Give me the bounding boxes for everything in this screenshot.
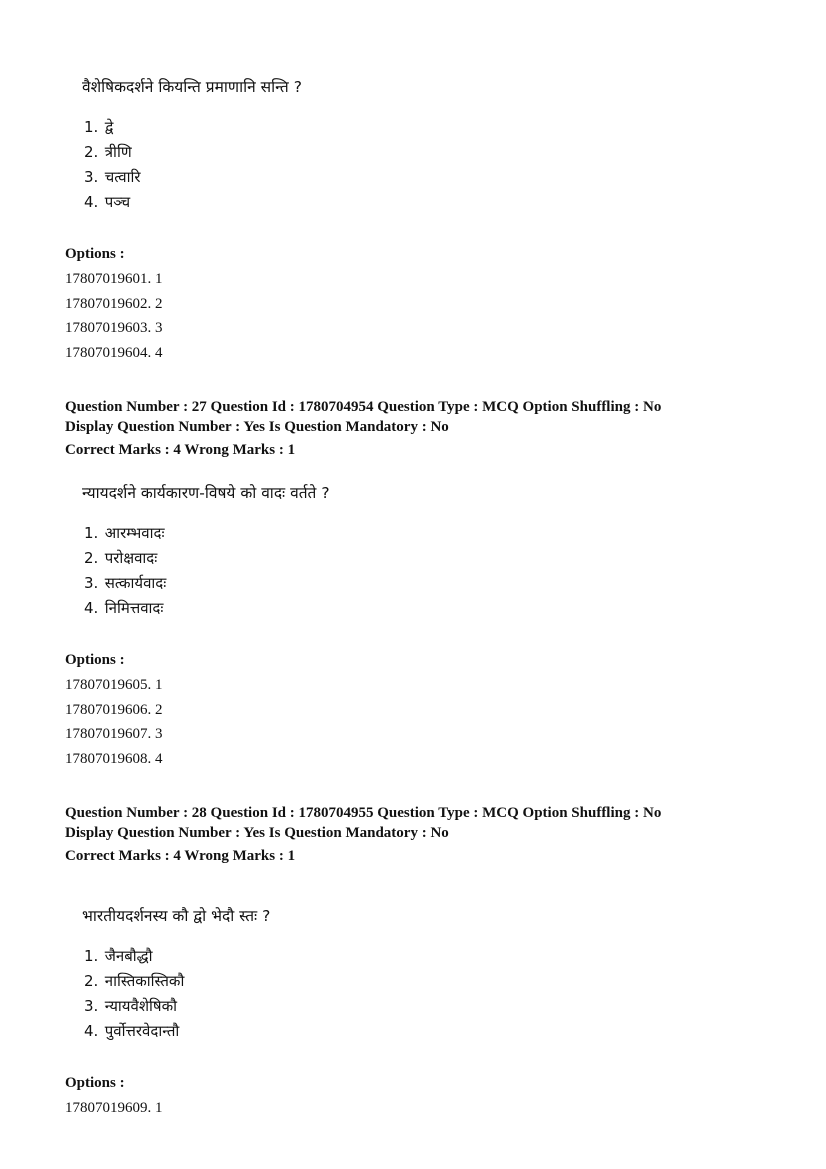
choice-number: 4. xyxy=(84,599,99,617)
choice-item xyxy=(84,944,184,969)
options-list xyxy=(65,673,163,772)
options-list xyxy=(65,267,163,366)
choice-text: त्रीणि xyxy=(104,143,132,161)
question-text: वैशेषिकदर्शने कियन्ति प्रमाणानि सन्ति ? xyxy=(82,78,302,96)
choice-item xyxy=(84,994,184,1019)
option-item: 17807019605. 1 xyxy=(65,677,163,693)
option-item: 17807019603. 3 xyxy=(65,320,163,337)
choice-item xyxy=(84,546,166,571)
choice-item xyxy=(84,969,184,994)
options-label: Options : xyxy=(65,1075,125,1091)
choice-list xyxy=(84,521,166,621)
choice-number: 3. xyxy=(84,574,99,592)
choice-text: पञ्च xyxy=(104,193,131,211)
choice-list xyxy=(84,115,141,215)
choice-number: 1. xyxy=(84,118,99,136)
meta-line-3: Correct Marks : 4 Wrong Marks : 1 xyxy=(65,442,296,458)
choice-item xyxy=(84,1019,184,1044)
choice-text: निमित्तवादः xyxy=(104,599,164,617)
question-text: न्यायदर्शने कार्यकारण-विषये को वादः वर्तते ? xyxy=(82,484,330,502)
choice-text: नास्तिकास्तिकौ xyxy=(104,972,185,990)
choice-number: 1. xyxy=(84,947,99,965)
option-item: 17807019606. 2 xyxy=(65,701,163,718)
choice-text: द्वे xyxy=(104,118,114,136)
option-item: 17807019608. 4 xyxy=(65,751,163,768)
choice-number: 2. xyxy=(84,143,99,161)
choice-item xyxy=(84,596,166,621)
choice-text: आरम्भवादः xyxy=(104,524,165,542)
option-item: 17807019602. 2 xyxy=(65,295,163,312)
choice-text: न्यायवैशेषिकौ xyxy=(104,997,177,1015)
meta-line-2: Display Question Number : Yes Is Question Mandatory : No xyxy=(65,419,449,435)
choice-number: 2. xyxy=(84,549,99,567)
choice-item xyxy=(84,190,141,215)
choice-item xyxy=(84,115,141,140)
choice-number: 3. xyxy=(84,168,99,186)
choice-number: 2. xyxy=(84,972,99,990)
options-label: Options : xyxy=(65,652,125,668)
choice-list xyxy=(84,944,184,1044)
choice-number: 3. xyxy=(84,997,99,1015)
question-text: भारतीयदर्शनस्य कौ द्वो भेदौ स्तः ? xyxy=(82,907,271,925)
meta-line-3: Correct Marks : 4 Wrong Marks : 1 xyxy=(65,848,296,864)
choice-item xyxy=(84,521,166,546)
meta-line-1: Question Number : 28 Question Id : 1780704955 Question Type : MCQ Option Shuffling : No xyxy=(65,805,662,821)
choice-text: चत्वारि xyxy=(104,168,141,186)
option-item: 17807019607. 3 xyxy=(65,726,163,743)
question-meta xyxy=(65,397,661,460)
meta-line-2: Display Question Number : Yes Is Question Mandatory : No xyxy=(65,825,449,841)
choice-item xyxy=(84,165,141,190)
option-item: 17807019609. 1 xyxy=(65,1100,163,1116)
option-item: 17807019601. 1 xyxy=(65,271,163,287)
choice-text: परोक्षवादः xyxy=(104,549,158,567)
choice-number: 4. xyxy=(84,193,99,211)
option-item: 17807019604. 4 xyxy=(65,345,163,362)
choice-text: सत्कार्यवादः xyxy=(104,574,167,592)
meta-line-1: Question Number : 27 Question Id : 1780704954 Question Type : MCQ Option Shuffling : No xyxy=(65,399,662,415)
choice-item xyxy=(84,571,166,596)
options-list xyxy=(65,1096,163,1121)
question-meta xyxy=(65,803,661,866)
choice-text: जैनबौद्धौ xyxy=(104,947,153,965)
choice-text: पुर्वोत्तरवेदान्तौ xyxy=(104,1022,180,1040)
options-label: Options : xyxy=(65,246,125,262)
choice-item xyxy=(84,140,141,165)
choice-number: 1. xyxy=(84,524,99,542)
choice-number: 4. xyxy=(84,1022,99,1040)
